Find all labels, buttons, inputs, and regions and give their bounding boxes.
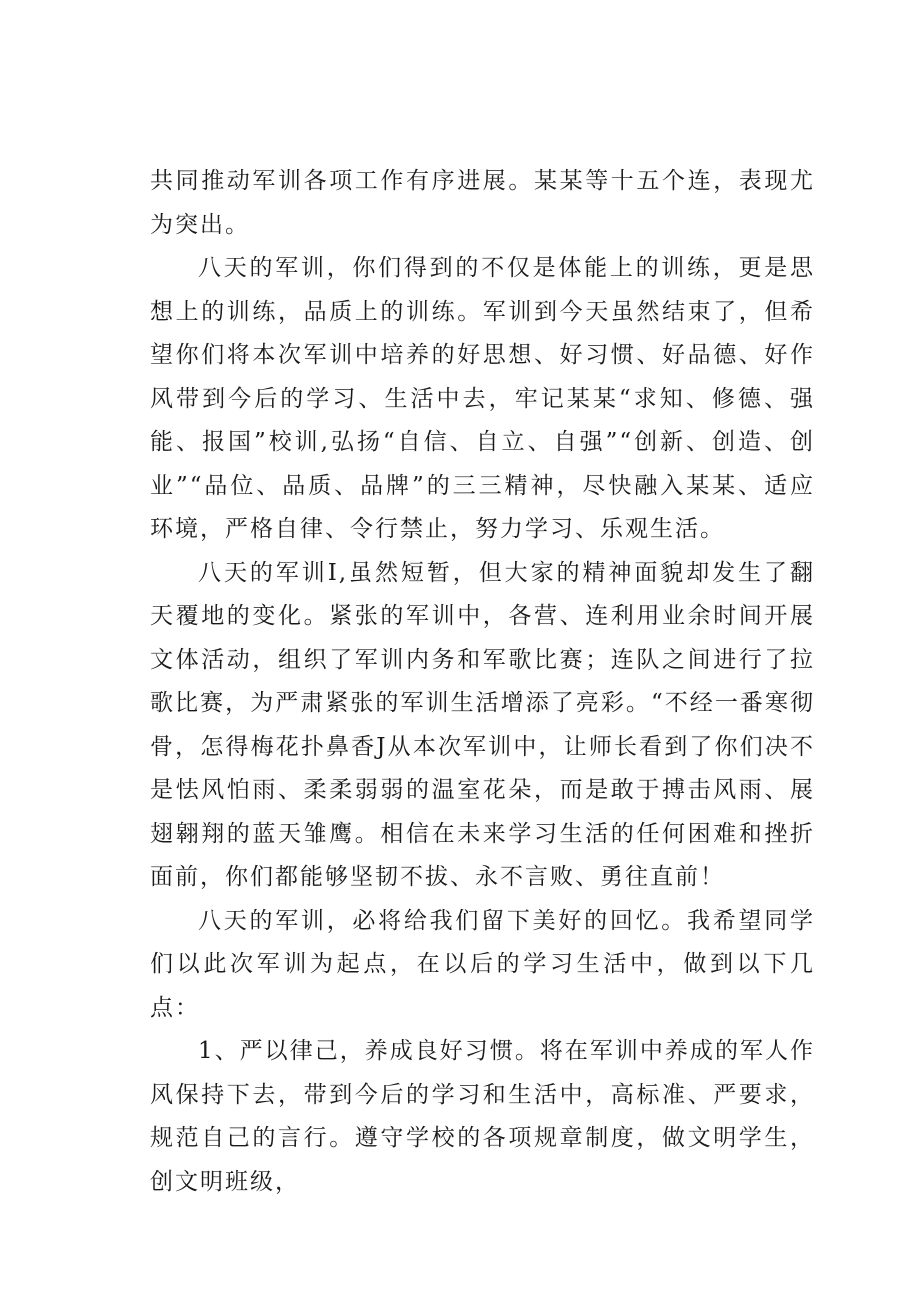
paragraph-continuation: 共同推动军训各项工作有序进展。某某等十五个连，表现尤为突出。 — [150, 168, 815, 238]
paragraph-point-1: 1、严以律己，养成良好习惯。将在军训中养成的军人作风保持下去，带到今后的学习和生活中，高标准、严要求，规范自己的言行。遵守学校的各项规章制度，做文明学生，创文明班级， — [150, 1038, 815, 1195]
document-body — [150, 160, 815, 1204]
paragraph-hopes: 八天的军训，必将给我们留下美好的回忆。我希望同学们以此次军训为起点，在以后的学习生活中，做到以下几点： — [150, 907, 815, 1021]
paragraph-spirit-change: 八天的军训I,虽然短暂，但大家的精神面貌却发生了翻天覆地的变化。紧张的军训中，各营、连利用业余时间开展文体活动，组织了军训内务和军歌比赛；连队之间进行了拉歌比赛，为严肃紧张的军训生活增添了亮彩。“不经一番寒彻骨，怎得梅花扑鼻香J从本次军训中，让师长看到了你们决不是怯风怕雨、柔柔弱弱的温室花朵，而是敢于搏击风雨、展翅翱翔的蓝天雏鹰。相信在未来学习生活的任何困难和挫折面前，你们都能够坚韧不拔、永不言败、勇往直前！ — [150, 559, 815, 890]
paragraph-training-gains: 八天的军训，你们得到的不仅是体能上的训练，更是思想上的训练，品质上的训练。军训到今天虽然结束了，但希望你们将本次军训中培养的好思想、好习惯、好品德、好作风带到今后的学习、生活中去，牢记某某“求知、修德、强能、报国”校训,弘扬“自信、自立、自强”“创新、创造、创业”“品位、品质、品牌”的三三精神，尽快融入某某、适应环境，严格自律、令行禁止，努力学习、乐观生活。 — [150, 255, 815, 542]
